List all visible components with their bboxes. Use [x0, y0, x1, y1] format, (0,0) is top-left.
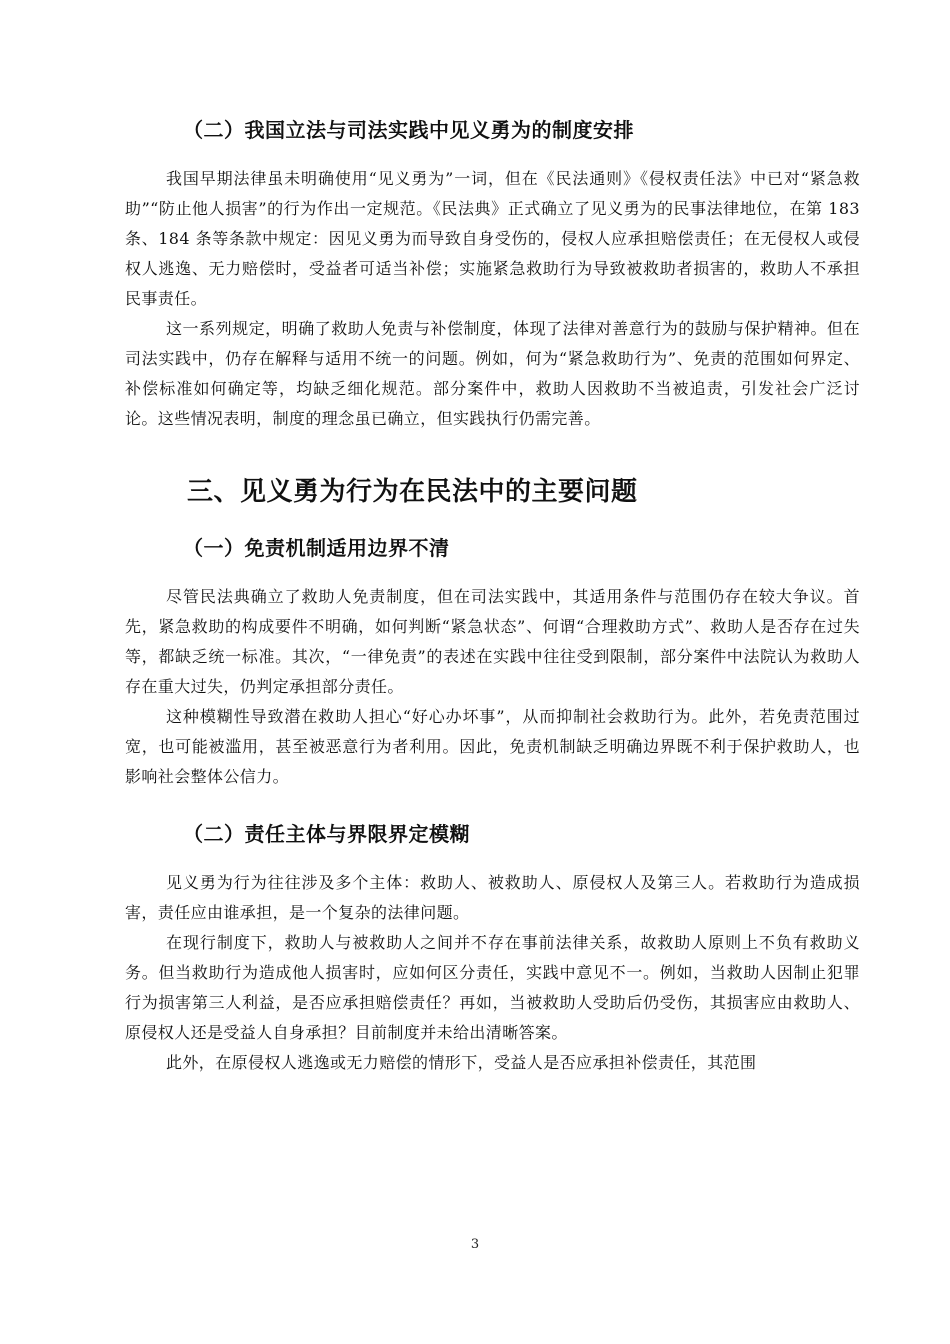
paragraph: 这一系列规定，明确了救助人免责与补偿制度，体现了法律对善意行为的鼓励与保护精神。但在司法实践中，仍存在解释与适用不统一的问题。例如，何为“紧急救助行为”、免责的范围如何界定、补偿标准如何确定等，均缺乏细化规范。部分案件中，救助人因救助不当被追责，引发社会广泛讨论。这些情况表明，制度的理念虽已确立，但实践执行仍需完善。: [125, 319, 860, 428]
section-heading-main-problems: 三、见义勇为行为在民法中的主要问题: [187, 477, 638, 507]
subsection-heading-legislation-practice: （二）我国立法与司法实践中见义勇为的制度安排: [183, 118, 634, 142]
paragraph: 尽管民法典确立了救助人免责制度，但在司法实践中，其适用条件与范围仍存在较大争议。首先，紧急救助的构成要件不明确，如何判断“紧急状态”、何谓“合理救助方式”、救助人是否存在过失等，都缺乏统一标准。其次，“一律免责”的表述在实践中往往受到限制，部分案件中法院认为救助人存在重大过失，仍判定承担部分责任。: [125, 587, 860, 696]
paragraph: 在现行制度下，救助人与被救助人之间并不存在事前法律关系，故救助人原则上不负有救助义务。但当救助行为造成他人损害时，应如何区分责任，实践中意见不一。例如，当救助人因制止犯罪行为损害第三人利益，是否应承担赔偿责任？再如，当被救助人受助后仍受伤，其损害应由救助人、原侵权人还是受益人自身承担？目前制度并未给出清晰答案。: [125, 933, 860, 1042]
paragraph: 我国早期法律虽未明确使用“见义勇为”一词，但在《民法通则》《侵权责任法》中已对“紧急救助”“防止他人损害”的行为作出一定规范。《民法典》正式确立了见义勇为的民事法律地位，在第 183 条、184 条等条款中规定：因见义勇为而导致自身受伤的，侵权人应承担赔偿责任；在无侵权人或侵权人逃逸、无力赔偿时，受益者可适当补偿；实施紧急救助行为导致被救助者损害的，救助人不承担民事责任。: [125, 169, 860, 308]
paragraph: 此外，在原侵权人逃逸或无力赔偿的情形下，受益人是否应承担补偿责任，其范围: [166, 1053, 757, 1072]
paragraph: 见义勇为行为往往涉及多个主体：救助人、被救助人、原侵权人及第三人。若救助行为造成损害，责任应由谁承担，是一个复杂的法律问题。: [125, 873, 860, 922]
page-number: 3: [470, 1237, 480, 1252]
subsection-heading-liability-subjects: （二）责任主体与界限界定模糊: [183, 822, 470, 846]
page-content: [125, 110, 860, 1078]
subsection-heading-exemption-boundary: （一）免责机制适用边界不清: [183, 536, 450, 560]
paragraph: 这种模糊性导致潜在救助人担心“好心办坏事”，从而抑制社会救助行为。此外，若免责范围过宽，也可能被滥用，甚至被恶意行为者利用。因此，免责机制缺乏明确边界既不利于保护救助人，也影响社会整体公信力。: [125, 707, 860, 786]
